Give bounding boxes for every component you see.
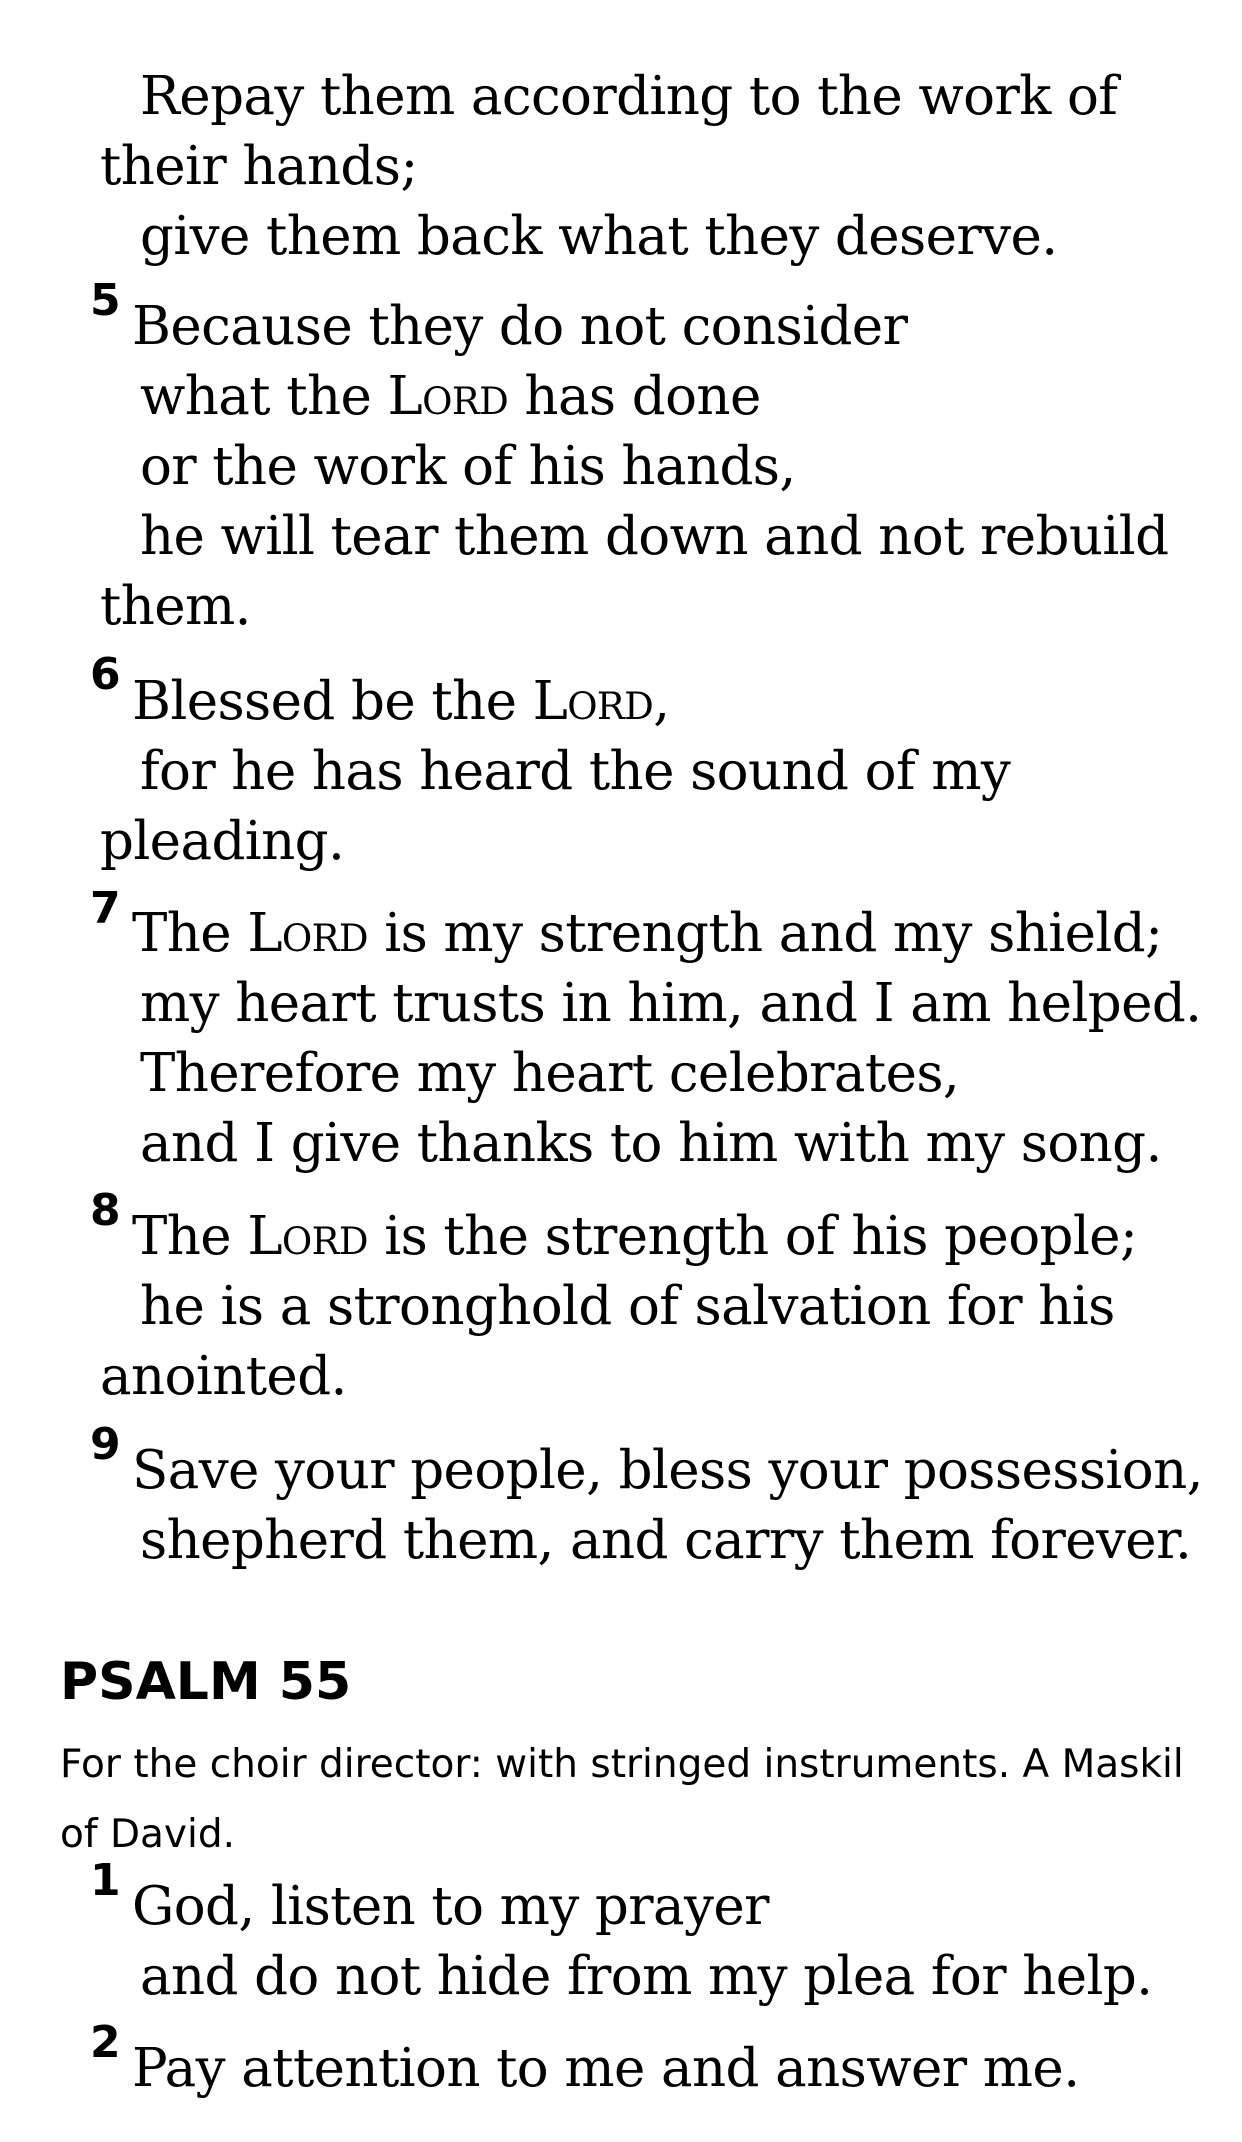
verse-line: he will tear them down and not rebuild xyxy=(140,506,1169,567)
verse-line: and do not hide from my plea for help. xyxy=(140,1946,1153,2007)
verse-number: 2 xyxy=(90,2017,121,2068)
verse-number: 9 xyxy=(90,1419,121,1470)
verse-line: shepherd them, and carry them forever. xyxy=(140,1510,1192,1571)
lord-smallcaps: Lord xyxy=(247,1206,368,1267)
verse-line: The Lord is my strength and my shield; xyxy=(132,903,1163,964)
verse-line: Repay them according to the work of xyxy=(140,66,1118,127)
verse-line: God, listen to my prayer xyxy=(132,1876,769,1937)
verse-number: 8 xyxy=(90,1185,121,1236)
lord-smallcaps: Lord xyxy=(247,903,368,964)
verse-line: Therefore my heart celebrates, xyxy=(140,1043,960,1104)
verse-number: 6 xyxy=(90,649,121,700)
verse-number: 7 xyxy=(90,883,121,934)
psalm-heading: PSALM 55 xyxy=(60,1652,352,1712)
verse-line: what the Lord has done xyxy=(140,366,761,427)
verse-line: my heart trusts in him, and I am helped. xyxy=(140,973,1202,1034)
verse-line: pleading. xyxy=(100,811,345,872)
psalm-superscription: For the choir director: with stringed instruments. A Maskil of David. xyxy=(60,1742,1184,1857)
verse-line: Because they do not consider xyxy=(132,296,908,357)
verse-line: anointed. xyxy=(100,1346,347,1407)
verse-line: Save your people, bless your possession, xyxy=(132,1440,1203,1501)
verse-number: 1 xyxy=(90,1855,121,1906)
verse-line: he is a stronghold of salvation for his xyxy=(140,1276,1115,1337)
verse-line: their hands; xyxy=(100,136,418,197)
verse-line: for he has heard the sound of my xyxy=(140,741,1011,802)
verse-line: them. xyxy=(100,576,251,637)
verse-line: The Lord is the strength of his people; xyxy=(132,1206,1138,1267)
verse-number: 5 xyxy=(90,275,121,326)
verse-line: and I give thanks to him with my song. xyxy=(140,1113,1162,1174)
verse-line: Pay attention to me and answer me. xyxy=(132,2038,1080,2099)
verse-line: give them back what they deserve. xyxy=(140,206,1058,267)
verse-line: Blessed be the Lord, xyxy=(132,671,670,732)
lord-smallcaps: Lord xyxy=(387,366,509,427)
lord-smallcaps: Lord xyxy=(532,671,654,732)
verse-line: or the work of his hands, xyxy=(140,436,796,497)
